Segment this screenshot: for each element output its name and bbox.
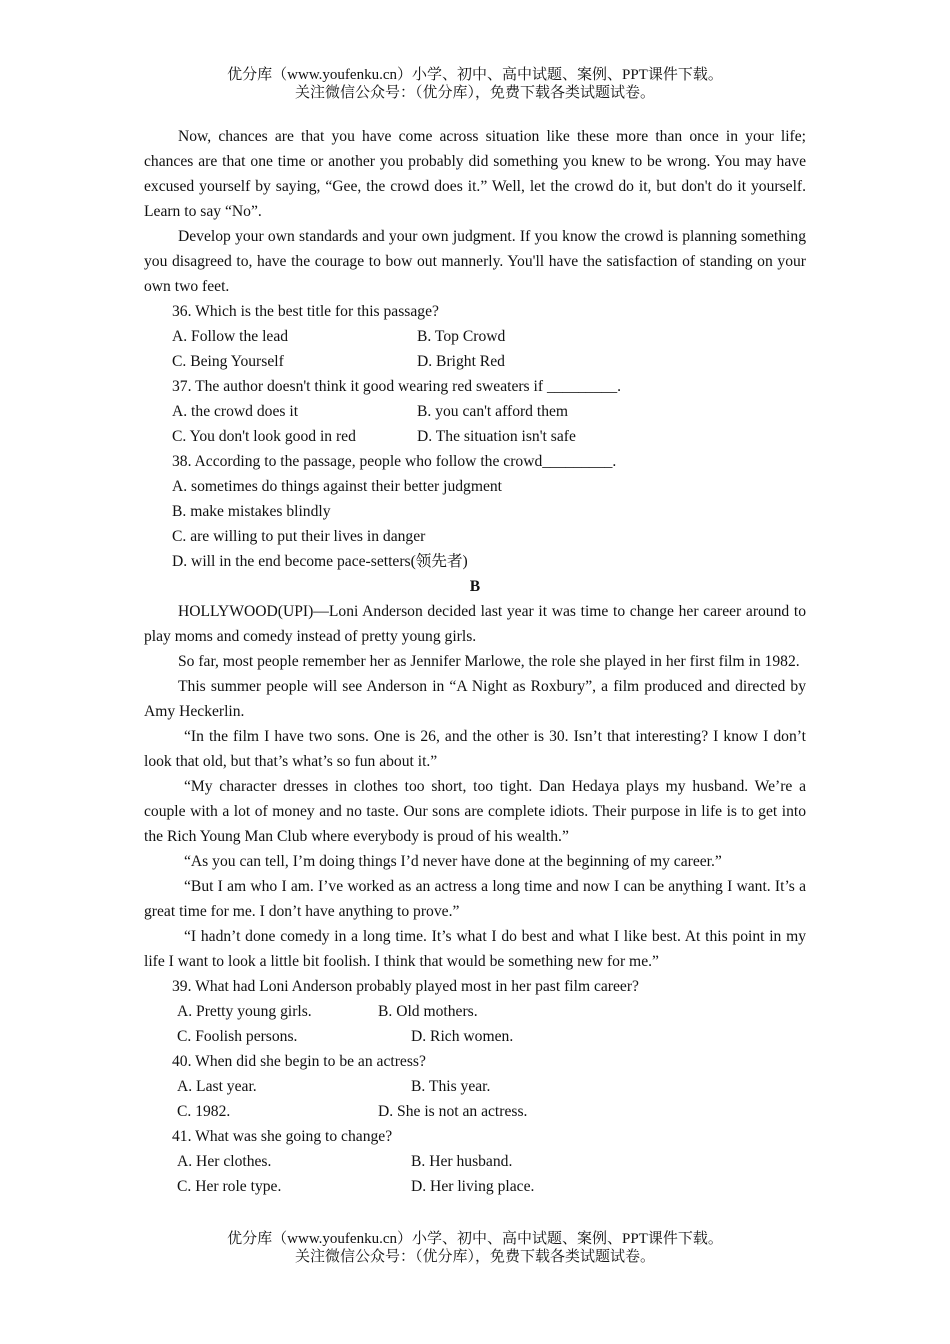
- question-37-options-row-1: [144, 399, 806, 424]
- option-b: B. Top Crowd: [417, 328, 506, 345]
- question-39-stem: 39. What had Loni Anderson probably played most in her past film career?: [172, 978, 639, 995]
- option-c: C. You don't look good in red: [172, 428, 356, 445]
- option-b: B. make mistakes blindly: [172, 503, 331, 520]
- option-c: C. are willing to put their lives in danger: [172, 528, 426, 545]
- page-footer: [0, 1230, 950, 1266]
- option-a: A. Her clothes.: [177, 1153, 272, 1170]
- section-label: B: [469, 578, 481, 595]
- option-d: D. Rich women.: [411, 1028, 514, 1045]
- option-d: D. Her living place.: [411, 1178, 535, 1195]
- question-41-stem: 41. What was she going to change?: [172, 1128, 393, 1145]
- question-37-options-row-2: [144, 424, 806, 449]
- option-d: D. She is not an actress.: [378, 1103, 528, 1120]
- option-d: D. Bright Red: [417, 353, 505, 370]
- question-36-stem: 36. Which is the best title for this passage?: [172, 303, 439, 320]
- option-d: D. will in the end become pace-setters(领先者): [172, 553, 468, 570]
- option-c: C. 1982.: [177, 1103, 231, 1120]
- paragraph: HOLLYWOOD(UPI)—Loni Anderson decided last year it was time to change her career around to play moms and comedy instead of pretty young girls.: [144, 603, 806, 645]
- quote-paragraph: “In the film I have two sons. One is 26, and the other is 30. Isn’t that interesting? I know I don’t look that old, but that’s what’s so fun about it.”: [144, 728, 806, 770]
- question-39-options-row-2: [144, 1024, 806, 1049]
- document-body: [144, 124, 806, 1199]
- option-b: B. Old mothers.: [378, 1003, 478, 1020]
- footer-line-2: 关注微信公众号：（优分库），免费下载各类试题试卷。: [294, 1249, 655, 1265]
- quote-paragraph: “My character dresses in clothes too short, too tight. Dan Hedaya plays my husband. We’re a couple with a lot of money and no taste. Our sons are complete idiots. Their purpose in life is to get into the Rich Young Man Club where everybody is proud of his wealth.”: [144, 778, 806, 845]
- question-37-stem: 37. The author doesn't think it good wearing red sweaters if _________.: [172, 378, 622, 395]
- question-40-options-row-2: [144, 1099, 806, 1124]
- option-c: C. Her role type.: [177, 1178, 282, 1195]
- paragraph: Develop your own standards and your own judgment. If you know the crowd is planning something you disagreed to, have the courage to bow out mannerly. You'll have the satisfaction of standing on your own two feet.: [144, 228, 806, 295]
- option-b: B. This year.: [411, 1078, 491, 1095]
- question-41-options-row-2: [144, 1174, 806, 1199]
- option-a: A. Last year.: [177, 1078, 257, 1095]
- question-40-options-row-1: [144, 1074, 806, 1099]
- header-line-2: 关注微信公众号：（优分库），免费下载各类试题试卷。: [294, 85, 655, 101]
- option-a: A. Follow the lead: [172, 328, 289, 345]
- footer-line-1: 优分库（www.youfenku.cn）小学、初中、高中试题、案例、PPT课件下载。: [227, 1231, 723, 1247]
- quote-paragraph: “But I am who I am. I’ve worked as an actress a long time and now I can be anything I want. It’s a great time for me. I don’t have anything to prove.”: [144, 878, 806, 920]
- page-header: [0, 66, 950, 102]
- question-39-options-row-1: [144, 999, 806, 1024]
- paragraph: This summer people will see Anderson in “A Night as Roxbury”, a film produced and directed by Amy Heckerlin.: [144, 678, 806, 720]
- paragraph: So far, most people remember her as Jennifer Marlowe, the role she played in her first film in 1982.: [178, 653, 800, 670]
- option-c: C. Being Yourself: [172, 353, 284, 370]
- quote-paragraph: “As you can tell, I’m doing things I’d never have done at the beginning of my career.”: [184, 853, 722, 870]
- question-40-stem: 40. When did she begin to be an actress?: [172, 1053, 426, 1070]
- option-a: A. sometimes do things against their better judgment: [172, 478, 503, 495]
- question-41-options-row-1: [144, 1149, 806, 1174]
- option-c: C. Foolish persons.: [177, 1028, 298, 1045]
- paragraph: Now, chances are that you have come across situation like these more than once in your life; chances are that one time or another you probably did something you knew to be wrong. You may have excused yourself by saying, “Gee, the crowd does it.” Well, let the crowd do it, but don't do it yourself. Learn to say “No”.: [144, 128, 806, 220]
- option-d: D. The situation isn't safe: [417, 428, 576, 445]
- option-a: A. Pretty young girls.: [177, 1003, 312, 1020]
- option-b: B. Her husband.: [411, 1153, 513, 1170]
- question-36-options-row-2: [144, 349, 806, 374]
- question-36-options-row-1: [144, 324, 806, 349]
- question-38-stem: 38. According to the passage, people who follow the crowd_________.: [172, 453, 617, 470]
- option-b: B. you can't afford them: [417, 403, 569, 420]
- option-a: A. the crowd does it: [172, 403, 299, 420]
- quote-paragraph: “I hadn’t done comedy in a long time. It’s what I do best and what I like best. At this point in my life I want to look a little bit foolish. I think that would be something new for me.”: [144, 928, 806, 970]
- header-line-1: 优分库（www.youfenku.cn）小学、初中、高中试题、案例、PPT课件下载。: [227, 67, 723, 83]
